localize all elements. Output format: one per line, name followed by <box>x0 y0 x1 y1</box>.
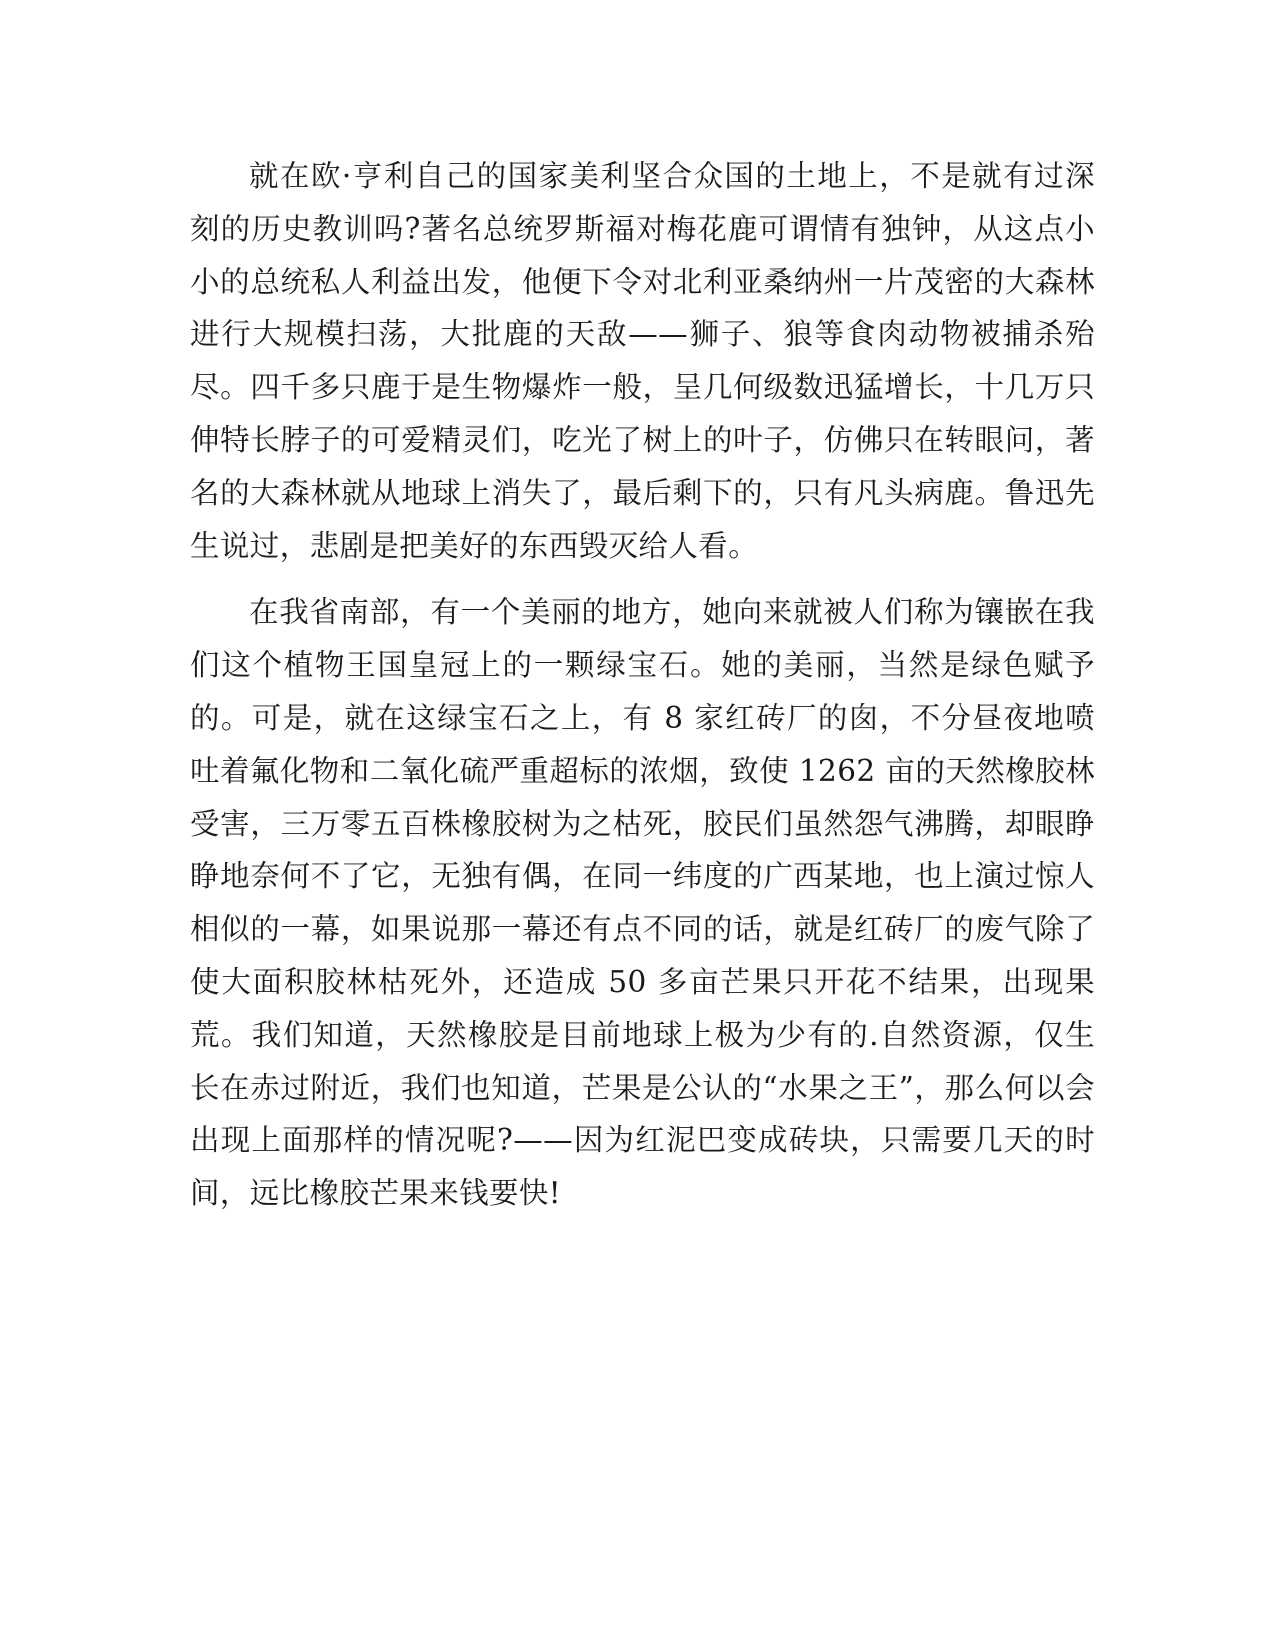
document-body <box>190 150 1095 1220</box>
paragraph-1: 就在欧·亨利自己的国家美利坚合众国的土地上，不是就有过深刻的历史教训吗?著名总统罗斯福对梅花鹿可谓情有独钟，从这点小小的总统私人利益出发，他便下令对北利亚桑纳州一片茂密的大森林进行大规模扫荡，大批鹿的天敌——狮子、狼等食肉动物被捕杀殆尽。四千多只鹿于是生物爆炸一般，呈几何级数迅猛增长，十几万只伸特长脖子的可爱精灵们，吃光了树上的叶子，仿佛只在转眼问，著名的大森林就从地球上消失了，最后剩下的，只有凡头病鹿。鲁迅先生说过，悲剧是把美好的东西毁灭给人看。 <box>190 159 1095 563</box>
paragraph-2: 在我省南部，有一个美丽的地方，她向来就被人们称为镶嵌在我们这个植物王国皇冠上的一颗绿宝石。她的美丽，当然是绿色赋予的。可是，就在这绿宝石之上，有 8 家红砖厂的囱，不分昼夜地喷吐着氟化物和二氧化硫严重超标的浓烟，致使 1262 亩的天然橡胶林受害，三万零五百株橡胶树为之枯死，胶民们虽然怨气沸腾，却眼睁睁地奈何不了它，无独有偶，在同一纬度的广西某地，也上演过惊人相似的一幕，如果说那一幕还有点不同的话，就是红砖厂的废气除了使大面积胶林枯死外，还造成 50 多亩芒果只开花不结果，出现果荒。我们知道，天然橡胶是目前地球上极为少有的.自然资源，仅生长在赤过附近，我们也知道，芒果是公认的“水果之王”，那么何以会出现上面那样的情况呢?——因为红泥巴变成砖块，只需要几天的时间，远比橡胶芒果来钱要快! <box>190 595 1095 1211</box>
